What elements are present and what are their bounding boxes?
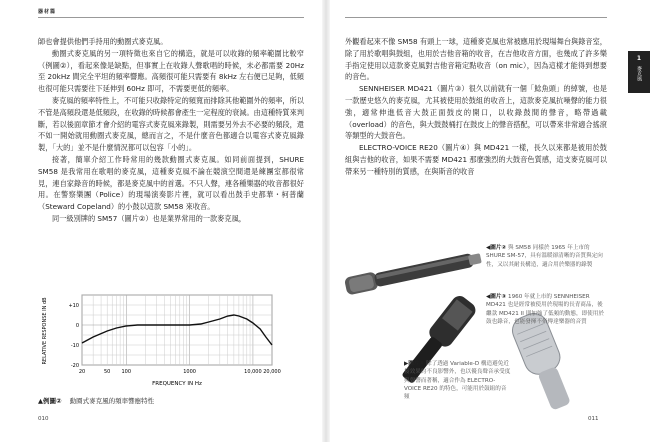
header-rule-right — [345, 17, 607, 18]
chart-caption — [38, 396, 154, 405]
header-rule-left — [38, 17, 304, 18]
photo-caption-tag: ◀圖片② — [486, 245, 507, 251]
y-tick-label: +10 — [68, 303, 79, 309]
x-tick-label: 20,000 — [263, 369, 281, 375]
x-tick-label: 50 — [104, 369, 111, 375]
x-axis-label: FREQUENCY IN Hz — [152, 381, 202, 387]
page-number-right: 011 — [588, 416, 599, 422]
photo-caption-text: 與 SM58 同樣於 1965 年上市的 SHURE SM-57，具有溫暖卻清晰的音質與定向性，又以其耐長構造，適合用於樂器的錄製 — [486, 245, 603, 268]
photo-caption-tag: ◀圖片③ — [486, 294, 507, 300]
x-tick-labels — [79, 369, 281, 375]
photo-caption-text: 1960 年就上市的 SENNHEISER MD421 也是經常被使用於現場的長青商品，後繼款 MD421 II 則加強了低頻的動態，即使用於鼓也錄音，也能發揮不俗傳達樂器的音質 — [486, 294, 604, 325]
paragraph: ELECTRO-VOICE RE20（圖片④）與 MD421 一樣，長久以來都是被用於鼓組與吉他的收音，如果不需要 MD421 那麼強烈的大鼓音色質感，這支麥克風可以帶來另一種特別的質感，在與斯音的收音 — [345, 143, 607, 176]
x-tick-label: 10,000 — [244, 369, 262, 375]
paragraph: 外觀看起來不像 SM58 有頭上一球，這種麥克風也常被應用於現場舞台與錄音室，除了用於歌唱與鼓組，也用於吉他音箱的收音，在吉他收音方面，也幾成了許多樂手指定使用以這款麥克風對吉他音箱定點收音（on mic），因為這樣才能得到想要的音色。 — [345, 37, 607, 82]
book-gutter — [322, 0, 330, 442]
paragraph: 同一級別牌的 SM57（圖片②）也是業界常用的一款麥克風， — [52, 213, 246, 223]
photo-caption-3 — [486, 293, 606, 326]
chapter-label: 麥克風 — [636, 66, 642, 81]
x-tick-label: 1000 — [183, 369, 196, 375]
paragraph: 動圈式麥克風的另一項特徵也來自它的構造，就是可以收錄的頻率範圍比較窄（例圖②），看起來像是缺點，但事實上在收錄人聲歌唱的時候，未必都需要 20Hz 至 20kHz 間完全平坦的頻率響應。高頻很可能只需要有 8kHz 左右便已足夠，低頻也很可能只需要往下延伸到 60Hz 即可，不需要更低的頻率。 — [38, 48, 304, 94]
chapter-number: 1 — [636, 55, 642, 62]
photo-caption-text: 除了透過 Variable-D 構造避免近接效果的不良影響外，也以優良聲音承受度與聲響而著稱，適合作為 ELECTRO-VOICE RE20 的特色，可能用於鼓組的音頻 — [404, 361, 511, 401]
left-page-body — [38, 36, 304, 225]
paragraph: SENNHEISER MD421（圖片③）很久以前就有一個「鯰魚頭」的綽號，也是一款歷史悠久的麥克風，尤其被使用於鼓組的收音上，這款麥克風抗噪聲的能力很強，適常伸進低音大鼓正面鼓皮的開口，以收錄鼓間的聲音，略帶過載（overload）的音色，與大鼓鼓桶打在鼓皮上的聲音搭配，可以帶來非常適合搖滾等類型的大鼓音色。 — [345, 84, 607, 141]
y-tick-labels — [68, 303, 79, 369]
page-number-left: 010 — [38, 416, 49, 422]
paragraph: 接著，簡單介紹工作時常用的幾款動圈式麥克風。如同前面提到，SHURE SM58 是我常用在歌唱的麥克風，這種麥克風不論在競演空間還是練團室都很常見，連自家錄音的時候，都是麥克風中的首選。不只人聲，連各種樂器的收音都很好用。在警察樂團（Police）的現場演奏影片裡，就可以看出鼓手史都華・柯普蘭（Steward Copeland）的小鼓以這款 SM58 來收音。 — [38, 154, 304, 212]
right-page-body — [345, 36, 607, 178]
chart-caption-text: 動圈式麥克風的頻率響應特性 — [69, 397, 155, 405]
y-axis-label: RELATIVE RESPONSE IN dB — [42, 297, 48, 365]
y-tick-label: -20 — [70, 363, 79, 369]
frequency-response-chart — [38, 291, 304, 391]
x-tick-label: 20 — [78, 369, 86, 375]
chart-caption-tag: ▲例圖② — [38, 397, 62, 405]
paragraph: 師也會提供他們手持用的動圈式麥克風。 — [38, 37, 168, 46]
y-tick-label: -10 — [70, 343, 79, 349]
photo-caption-2 — [486, 244, 606, 269]
chart-svg — [38, 291, 304, 391]
paragraph: 麥克風的頻率特性上，不可能只收錄特定的頻寬而排除其他範圍外的頻率，所以不管是高頻段還是低頻段，在收錄的時候都會產生一定程度的衰減。由這種特質來判斷，若以後面章節才會介紹的電容式麥克風來錄製，則需要另外去不必要的頻段，還不如一開始就用動圈式麥克風，總而言之，不是什麼音色都適合以電容式麥克風錄製，「大的」並不是什麼情況都可以包容「小的」。 — [38, 95, 304, 153]
running-header: 器材篇 — [38, 9, 57, 15]
photo-caption-4 — [404, 360, 512, 401]
x-tick-label: 100 — [121, 369, 132, 375]
y-tick-label: 0 — [75, 323, 79, 329]
chapter-tab — [628, 51, 650, 93]
photo-caption-tag: ▶圖片④ — [404, 361, 425, 367]
